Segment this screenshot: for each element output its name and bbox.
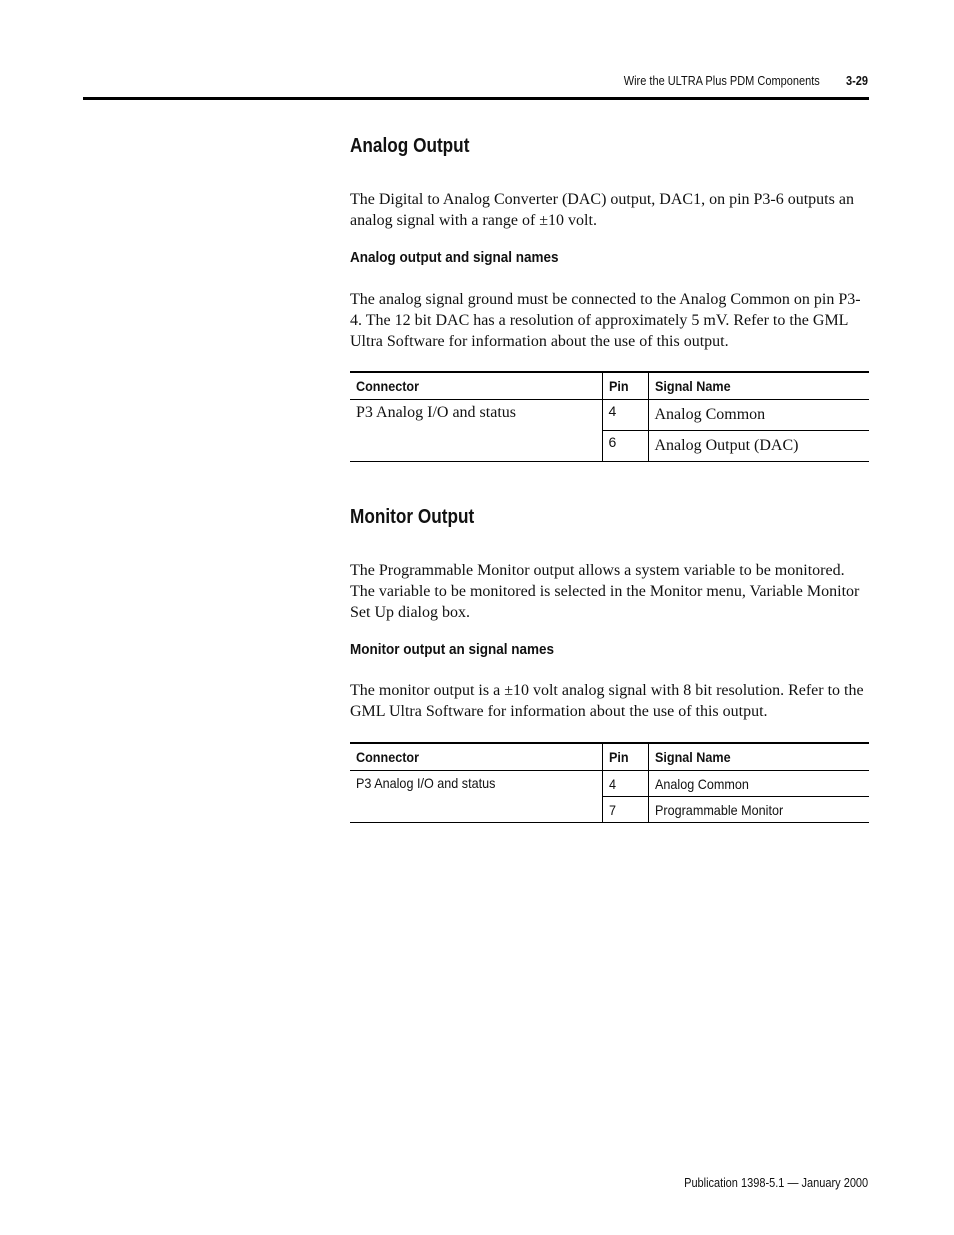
analog-output-subheading: Analog output and signal names [350, 249, 559, 266]
table-header-row [350, 743, 869, 771]
column-header-connector: Connector [350, 743, 602, 771]
monitor-output-intro: The Programmable Monitor output allows a system variable to be monitored. The variable to be monitored is selected in the Monitor menu, Variable Monitor Set Up dialog box. [350, 562, 860, 621]
running-header: Wire the ULTRA Plus PDM Components [623, 74, 820, 88]
column-header-pin: Pin [602, 743, 648, 771]
monitor-output-description: The monitor output is a ±10 volt analog signal with 8 bit resolution. Refer to the GML Ultra Software for information about the use of this output. [350, 682, 864, 720]
analog-output-description: The analog signal ground must be connected to the Analog Common on pin P3-4. The 12 bit DAC has a resolution of approximately 5 mV. Refer to the GML Ultra Software for information about the use of this output. [350, 291, 861, 350]
publication-footer: Publication 1398-5.1 — January 2000 [683, 1176, 868, 1190]
pin-cell: 4 [602, 771, 648, 797]
signal-cell: Analog Common [648, 400, 869, 431]
page-number: 3-29 [845, 74, 868, 88]
analog-signal-table [350, 371, 869, 462]
column-header-pin: Pin [602, 372, 648, 400]
analog-output-heading-wrap [350, 135, 869, 158]
column-header-signal-name: Signal Name [648, 743, 869, 771]
pin-cell: 4 [602, 400, 648, 431]
table-header-row [350, 372, 869, 400]
analog-output-heading: Analog Output [350, 135, 470, 157]
column-header-signal-name: Signal Name [648, 372, 869, 400]
signal-cell: Analog Output (DAC) [648, 431, 869, 462]
column-header-connector: Connector [350, 372, 602, 400]
monitor-output-heading: Monitor Output [350, 506, 475, 528]
pin-cell: 7 [602, 797, 648, 823]
signal-cell: Programmable Monitor [648, 797, 869, 823]
table-row [350, 771, 869, 797]
monitor-output-subheading: Monitor output an signal names [350, 641, 555, 658]
monitor-signal-table [350, 742, 869, 823]
header-rule [83, 97, 869, 100]
signal-cell: Analog Common [648, 771, 869, 797]
analog-output-intro: The Digital to Analog Converter (DAC) output, DAC1, on pin P3-6 outputs an analog signal with a range of ±10 volt. [350, 191, 854, 229]
pin-cell: 6 [602, 431, 648, 462]
table-row [350, 400, 869, 431]
connector-cell: P3 Analog I/O and status [350, 771, 602, 823]
connector-cell: P3 Analog I/O and status [350, 400, 602, 462]
